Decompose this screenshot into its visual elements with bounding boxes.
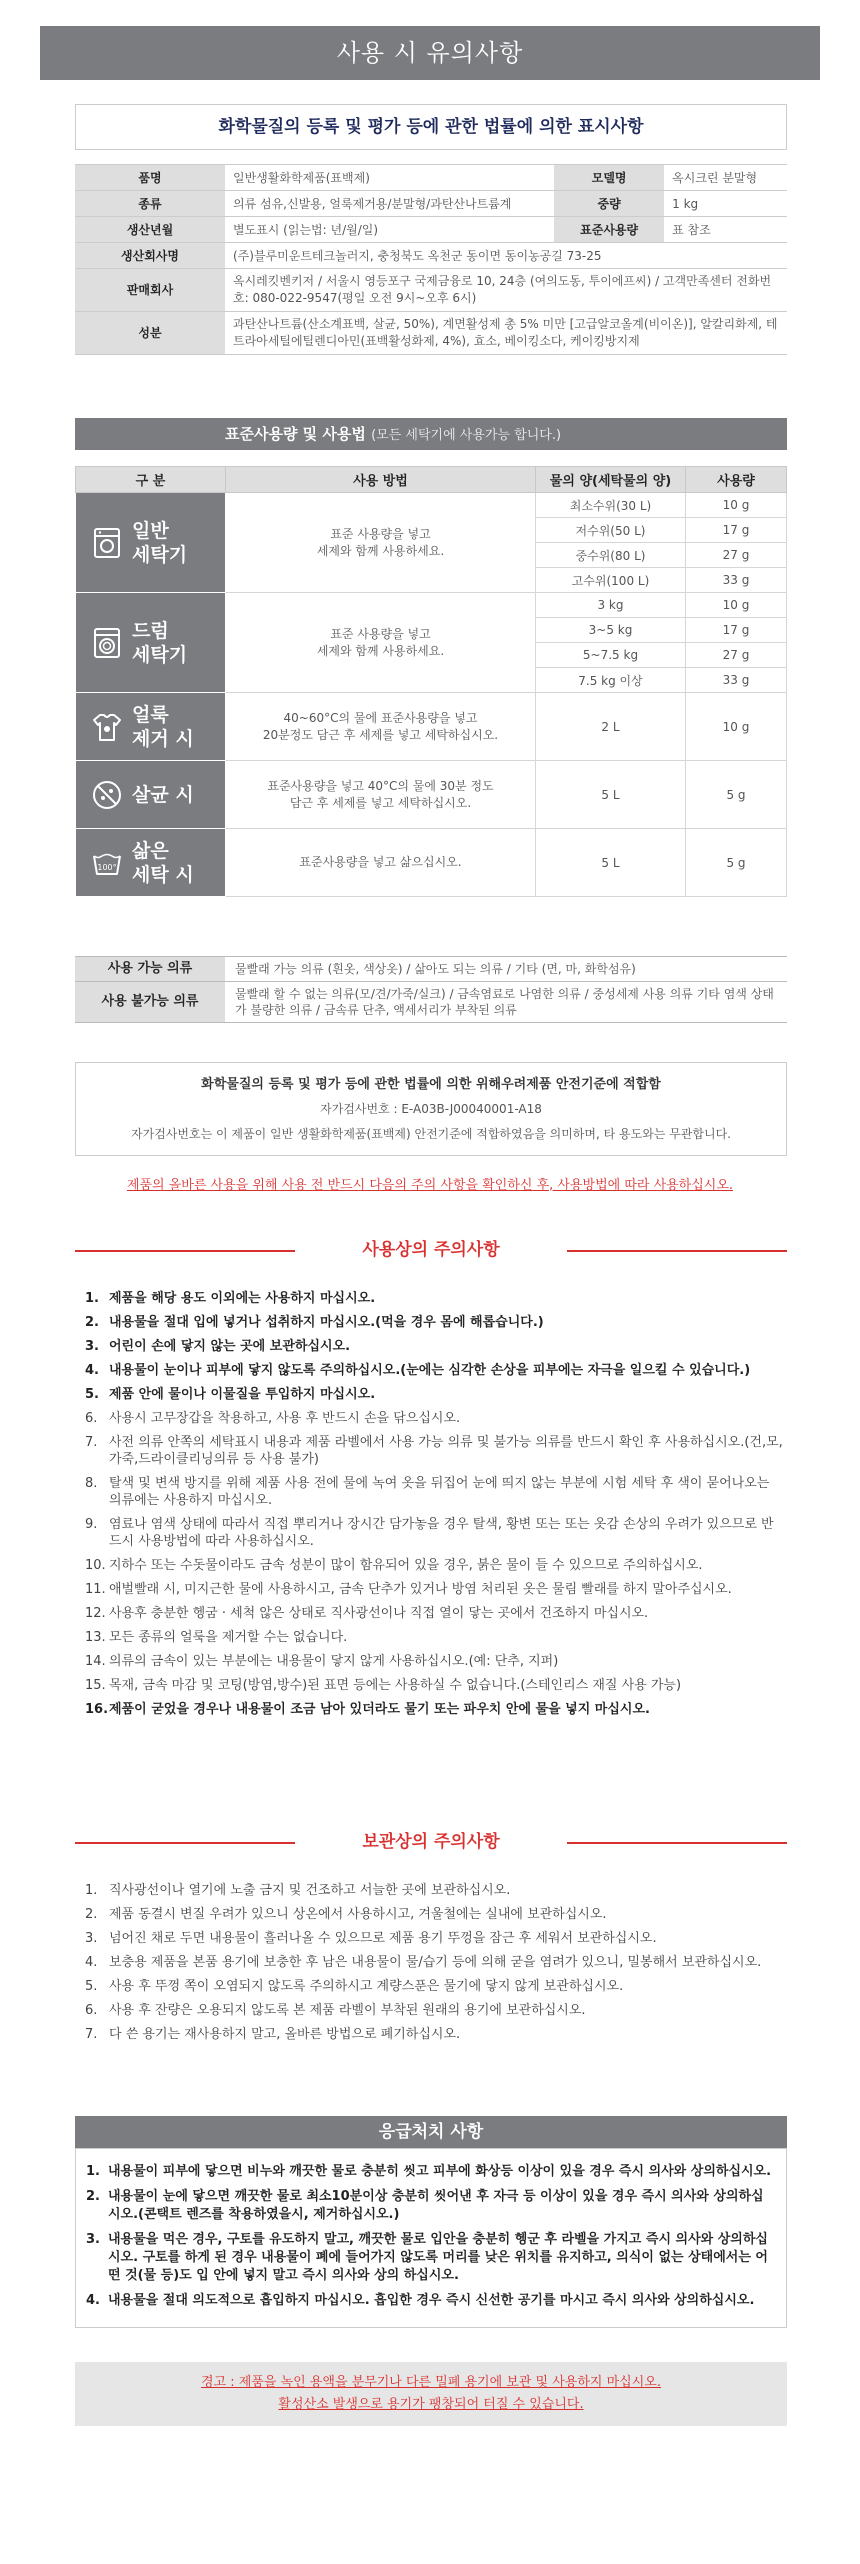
list-item <box>85 1475 785 1509</box>
type-label: 종류 <box>75 191 225 217</box>
item-number: 4. <box>86 2293 100 2308</box>
method-cell <box>226 493 536 593</box>
method-cell <box>226 761 536 829</box>
water-cell: 7.5 kg 이상 <box>536 668 686 693</box>
amount-cell: 5 g <box>686 829 787 897</box>
list-item <box>85 1605 785 1622</box>
amount-cell: 10 g <box>686 593 787 618</box>
amount-cell: 5 g <box>686 761 787 829</box>
item-text: 탈색 및 변색 방지를 위해 제품 사용 전에 물에 녹여 옷을 뒤집어 눈에 띄지 않는 부분에 시험 세탁 후 색이 묻어나오는 의류에는 사용하지 마십시오. <box>109 1476 770 1508</box>
list-item <box>86 2163 776 2181</box>
item-text: 사용후 충분한 헹굼 · 세척 않은 상태로 직사광선이나 직접 열이 닿는 곳에서 건조하지 마십시오. <box>109 1606 649 1621</box>
amount-cell: 33 g <box>686 668 787 693</box>
maker-value: (주)블루미운트테크놀러지, 충청북도 옥천군 동이면 동이농공길 73-25 <box>225 243 787 269</box>
item-text: 제품을 해당 용도 이외에는 사용하지 마십시오. <box>109 1291 376 1306</box>
first-aid-title: 응급처치 사항 <box>75 2116 787 2148</box>
cert-description: 자가검사번호는 이 제품이 일반 생활화학제품(표백제) 안전기준에 적합하였음을 의미하며, 타 용도와는 무관합니다. <box>131 1127 731 1141</box>
table-row <box>76 493 787 518</box>
amount-cell: 27 g <box>686 543 787 568</box>
item-number: 3. <box>85 1931 98 1946</box>
item-text: 모든 종류의 얼룩을 제거할 수는 없습니다. <box>109 1630 348 1645</box>
weight-value: 1 kg <box>664 191 787 217</box>
water-cell: 저수위(50 L) <box>536 518 686 543</box>
list-item <box>86 2188 776 2224</box>
svg-text:100°: 100° <box>97 862 117 872</box>
ingredient-value: 과탄산나트륨(산소계표백, 살균, 50%), 계면활성제 총 5% 미만 [고급알코올계(비이온)], 알칼리화제, 테트라아세틸에틸렌디아민(표백활성화제, 4%), 효소, 베이킹소다, 케이킹방지제 <box>225 312 787 355</box>
amount-cell: 10 g <box>686 493 787 518</box>
category-name-line2: 세탁기 <box>132 643 188 666</box>
method-cell <box>226 693 536 761</box>
list-item <box>85 1290 785 1307</box>
fabric-ok-value: 물빨래 가능 의류 (흰옷, 색상옷) / 삶아도 되는 의류 / 기타 (면, 마, 화학섬유) <box>225 957 787 982</box>
fabric-no-label: 사용 불가능 의류 <box>75 982 225 1023</box>
category-name-line1: 삶은 <box>132 839 169 862</box>
weight-label: 중량 <box>554 191 664 217</box>
list-item <box>85 2002 785 2019</box>
cert-number: 자가검사번호 : E-A03B-J00040001-A18 <box>320 1102 542 1116</box>
item-text: 어린이 손에 닿지 않는 곳에 보관하십시오. <box>109 1339 351 1354</box>
category-stain-removal <box>76 693 226 761</box>
precautions-heading <box>75 1238 787 1262</box>
std-label: 표준사용량 <box>554 217 664 243</box>
method-line: 40~60°C의 물에 표준사용량을 넣고 <box>283 710 478 725</box>
category-name-line2: 세탁 시 <box>132 863 194 886</box>
amount-cell: 10 g <box>686 693 787 761</box>
boil-100-icon <box>90 846 124 880</box>
first-aid-box <box>75 2148 787 2328</box>
list-item <box>85 1629 785 1646</box>
item-number: 2. <box>85 1315 99 1330</box>
table-row <box>76 693 787 761</box>
item-text: 내용물을 절대 의도적으로 흡입하지 마십시오. 흡입한 경우 즉시 신선한 공기를 마시고 즉시 의사와 상의하십시오. <box>108 2293 755 2308</box>
certification-box <box>75 1062 787 1156</box>
list-item <box>85 1516 785 1550</box>
fabric-no-value: 물빨래 할 수 없는 의류(모/견/가죽/실크) / 금속염료로 나염한 의류 / 중성세제 사용 의류 기타 염색 상태가 불량한 의류 / 금속류 단추, 액세서리가 부착된 의류 <box>225 982 787 1023</box>
item-text: 넘어진 채로 두면 내용물이 흘러나올 수 있으므로 제품 용기 뚜껑을 잠근 후 세워서 보관하십시오. <box>109 1931 657 1946</box>
category-name-line2: 세탁기 <box>132 543 188 566</box>
item-number: 5. <box>85 1979 98 1994</box>
usage-table <box>75 466 787 897</box>
item-number: 4. <box>85 1955 98 1970</box>
date-label: 생산년월 <box>75 217 225 243</box>
no-germ-icon <box>90 778 124 812</box>
list-item <box>85 1954 785 1971</box>
item-text: 내용물이 눈에 닿으면 깨끗한 물로 최소10분이상 충분히 씻어낸 후 자극 등 이상이 있을 경우 즉시 의사와 상의하십시오.(콘택트 렌즈를 착용하였을시, 제거하십시오.) <box>108 2189 764 2222</box>
water-cell: 3~5 kg <box>536 618 686 643</box>
water-cell: 최소수위(30 L) <box>536 493 686 518</box>
item-number: 6. <box>85 2003 98 2018</box>
usage-header-method: 사용 방법 <box>226 467 536 493</box>
item-text: 사전 의류 안쪽의 세탁표시 내용과 제품 라벨에서 사용 가능 의류 및 불가능 의류를 반드시 확인 후 사용하십시오.(건,모,가죽,드라이클리닝의류 등 사용 불가) <box>109 1435 783 1467</box>
item-number: 3. <box>86 2232 100 2247</box>
item-number: 12. <box>85 1606 106 1621</box>
item-number: 9. <box>85 1517 98 1532</box>
category-name-line1: 살균 시 <box>132 783 194 806</box>
tshirt-stain-icon <box>90 710 124 744</box>
ingredient-label: 성분 <box>75 312 225 355</box>
fabric-table <box>75 956 787 1023</box>
usage-section-note: (모든 세탁기에 사용가능 합니다.) <box>371 428 562 443</box>
item-text: 의류의 금속이 있는 부분에는 내용물이 닿지 않게 사용하십시오.(예: 단추, 지퍼) <box>109 1654 559 1669</box>
product-label: 품명 <box>75 165 225 191</box>
method-line: 세제와 함께 사용하세요. <box>316 543 445 558</box>
seller-value: 옥시레킷벤키저 / 서울시 영등포구 국제금융로 10, 24층 (여의도동, 투이에프씨) / 고객만족센터 전화번호: 080-022-9547(평일 오전 9시~오후 6시) <box>225 269 787 312</box>
water-cell: 5 L <box>536 761 686 829</box>
cert-title: 화학물질의 등록 및 평가 등에 관한 법률에 의한 위해우려제품 안전기준에 적합함 <box>201 1077 661 1092</box>
std-value: 표 참조 <box>664 217 787 243</box>
page-title: 사용 시 유의사항 <box>40 26 820 80</box>
table-row <box>76 593 787 618</box>
water-cell: 5 L <box>536 829 686 897</box>
method-line: 20분정도 담근 후 세제를 넣고 세탁하십시오. <box>262 727 499 742</box>
table-row <box>76 829 787 897</box>
method-line: 표준 사용량을 넣고 <box>330 626 431 641</box>
method-line: 표준사용량을 넣고 40°C의 물에 30분 정도 <box>267 778 494 793</box>
item-text: 염료나 염색 상태에 따라서 직접 뿌리거나 장시간 담가놓을 경우 탈색, 황변 또는 또는 옷감 손상의 우려가 있으므로 반드시 사용방법에 따라 사용하십시오. <box>109 1517 774 1549</box>
item-number: 14. <box>85 1654 106 1669</box>
label-subtitle: 화학물질의 등록 및 평가 등에 관한 법률에 의한 표시사항 <box>75 104 787 150</box>
list-item <box>85 1930 785 1947</box>
list-item <box>85 1978 785 1995</box>
list-item <box>85 1410 785 1427</box>
method-line: 표준 사용량을 넣고 <box>330 526 431 541</box>
item-text: 사용시 고무장갑을 착용하고, 사용 후 반드시 손을 닦으십시오. <box>109 1411 461 1426</box>
item-text: 제품이 굳었을 경우나 내용물이 조금 남아 있더라도 물기 또는 파우치 안에 물을 넣지 마십시오. <box>109 1702 650 1717</box>
fabric-ok-label: 사용 가능 의류 <box>75 957 225 982</box>
washing-machine-icon <box>90 526 124 560</box>
method-line: 세제와 함께 사용하세요. <box>316 643 445 658</box>
item-number: 8. <box>85 1476 98 1491</box>
precautions-list <box>85 1290 785 1725</box>
method-line: 담근 후 세제를 넣고 세탁하십시오. <box>289 795 472 810</box>
item-number: 7. <box>85 1435 98 1450</box>
list-item <box>85 1362 785 1379</box>
item-text: 내용물을 절대 입에 넣거나 섭취하지 마십시오.(먹을 경우 몸에 해롭습니다.) <box>109 1315 544 1330</box>
warning-line-1: 경고 : 제품을 녹인 용액을 분무기나 다른 밀폐 용기에 보관 및 사용하지 마십시오. <box>201 2375 661 2390</box>
category-name-line1: 일반 <box>132 519 169 542</box>
water-cell: 2 L <box>536 693 686 761</box>
item-number: 15. <box>85 1678 106 1693</box>
category-boil-wash <box>76 829 226 897</box>
method-cell <box>226 829 536 897</box>
item-text: 지하수 또는 수돗물이라도 금속 성분이 많이 함유되어 있을 경우, 붉은 물이 들 수 있으므로 주의하십시오. <box>109 1558 703 1573</box>
item-text: 애벌빨래 시, 미지근한 물에 사용하시고, 금속 단추가 있거나 방염 처리된 옷은 물림 빨래를 하지 말아주십시오. <box>109 1582 732 1597</box>
category-general-washer <box>76 493 226 593</box>
usage-header-amount: 사용량 <box>686 467 787 493</box>
warning-line-2: 활성산소 발생으로 용기가 팽창되어 터질 수 있습니다. <box>278 2397 584 2412</box>
item-number: 13. <box>85 1630 106 1645</box>
item-number: 1. <box>86 2164 100 2179</box>
item-number: 5. <box>85 1387 99 1402</box>
list-item <box>85 1677 785 1694</box>
list-item <box>85 1581 785 1598</box>
amount-cell: 27 g <box>686 643 787 668</box>
item-number: 2. <box>86 2189 100 2204</box>
type-value: 의류 섬유,신발용, 얼룩제거용/분말형/과탄산나트륨계 <box>225 191 554 217</box>
item-text: 사용 후 뚜껑 쪽이 오염되지 않도록 주의하시고 계량스푼은 물기에 닿지 않게 보관하십시오. <box>109 1979 624 1994</box>
list-item <box>85 1386 785 1403</box>
amount-cell: 33 g <box>686 568 787 593</box>
water-cell: 고수위(100 L) <box>536 568 686 593</box>
bottom-warning <box>75 2362 787 2426</box>
usage-section-title: 표준사용량 및 사용법 <box>225 425 366 443</box>
item-number: 3. <box>85 1339 99 1354</box>
usage-section-bar <box>75 418 787 450</box>
maker-label: 생산회사명 <box>75 243 225 269</box>
item-number: 1. <box>85 1883 98 1898</box>
amount-cell: 17 g <box>686 618 787 643</box>
method-line: 표준사용량을 넣고 삶으십시오. <box>299 855 462 869</box>
water-cell: 5~7.5 kg <box>536 643 686 668</box>
list-item <box>85 1882 785 1899</box>
storage-heading <box>75 1830 787 1854</box>
model-value: 옥시크린 분말형 <box>664 165 787 191</box>
list-item <box>85 1906 785 1923</box>
item-text: 내용물을 먹은 경우, 구토를 유도하지 말고, 깨끗한 물로 입안을 충분히 헹군 후 라벨을 가지고 즉시 의사와 상의하십시오. 구토를 하게 된 경우 내용물이 폐에 들어가지 않도록 머리를 낮은 위치를 유지하고, 의식이 없는 상태에서는 어떤 것(물 등)도 입 안에 넣지 말고 즉시 의사와 상의 하십시오. <box>108 2232 768 2283</box>
list-item <box>85 1314 785 1331</box>
item-text: 다 쓴 용기는 재사용하지 말고, 올바른 방법으로 폐기하십시오. <box>109 2027 461 2042</box>
water-cell: 3 kg <box>536 593 686 618</box>
storage-list <box>85 1882 785 2050</box>
category-name-line1: 얼룩 <box>132 703 169 726</box>
seller-label: 판매회사 <box>75 269 225 312</box>
date-value: 별도표시 (읽는법: 년/월/일) <box>225 217 554 243</box>
list-item <box>85 1701 785 1718</box>
item-text: 제품 안에 물이나 이물질을 투입하지 마십시오. <box>109 1387 376 1402</box>
usage-notice: 제품의 올바른 사용을 위해 사용 전 반드시 다음의 주의 사항을 확인하신 후, 사용방법에 따라 사용하십시오. <box>126 1178 734 1193</box>
drum-washer-icon <box>90 626 124 660</box>
list-item <box>85 2026 785 2043</box>
item-text: 사용 후 잔량은 오용되지 않도록 본 제품 라벨이 부착된 원래의 용기에 보관하십시오. <box>109 2003 586 2018</box>
item-number: 6. <box>85 1411 98 1426</box>
model-label: 모델명 <box>554 165 664 191</box>
item-number: 1. <box>85 1291 99 1306</box>
usage-header-category: 구 분 <box>76 467 226 493</box>
item-number: 11. <box>85 1582 106 1597</box>
item-number: 2. <box>85 1907 98 1922</box>
item-number: 4. <box>85 1363 99 1378</box>
item-text: 보충용 제품을 본품 용기에 보충한 후 남은 내용물이 물/습기 등에 의해 굳을 염려가 있으니, 밀봉해서 보관하십시오. <box>109 1955 762 1970</box>
list-item <box>85 1434 785 1468</box>
first-aid-list <box>86 2163 776 2310</box>
usage-header-water: 물의 양(세탁물의 양) <box>536 467 686 493</box>
category-sterilization <box>76 761 226 829</box>
list-item <box>86 2231 776 2285</box>
product-value: 일반생활화학제품(표백제) <box>225 165 554 191</box>
item-number: 10. <box>85 1558 106 1573</box>
list-item <box>85 1338 785 1355</box>
table-row <box>76 761 787 829</box>
item-text: 제품 동결시 변질 우려가 있으니 상온에서 사용하시고, 겨울철에는 실내에 보관하십시오. <box>109 1907 607 1922</box>
water-cell: 중수위(80 L) <box>536 543 686 568</box>
item-number: 7. <box>85 2027 98 2042</box>
storage-title: 보관상의 주의사항 <box>348 1832 513 1852</box>
list-item <box>85 1557 785 1574</box>
item-text: 목재, 금속 마감 및 코팅(방염,방수)된 표면 등에는 사용하실 수 없습니다.(스테인리스 재질 사용 가능) <box>109 1678 682 1693</box>
list-item <box>86 2292 776 2310</box>
product-info-table <box>75 164 787 355</box>
amount-cell: 17 g <box>686 518 787 543</box>
list-item <box>85 1653 785 1670</box>
item-text: 직사광선이나 열기에 노출 금지 및 건조하고 서늘한 곳에 보관하십시오. <box>109 1883 511 1898</box>
precautions-title: 사용상의 주의사항 <box>348 1240 513 1260</box>
item-text: 내용물이 피부에 닿으면 비누와 깨끗한 물로 충분히 씻고 피부에 화상등 이상이 있을 경우 즉시 의사와 상의하십시오. <box>108 2164 772 2179</box>
category-name-line2: 제거 시 <box>132 727 194 750</box>
category-drum-washer <box>76 593 226 693</box>
item-number: 16. <box>85 1702 109 1717</box>
category-name-line1: 드럼 <box>132 619 169 642</box>
method-cell <box>226 593 536 693</box>
item-text: 내용물이 눈이나 피부에 닿지 않도록 주의하십시오.(눈에는 심각한 손상을 피부에는 자극을 일으킬 수 있습니다.) <box>109 1363 751 1378</box>
